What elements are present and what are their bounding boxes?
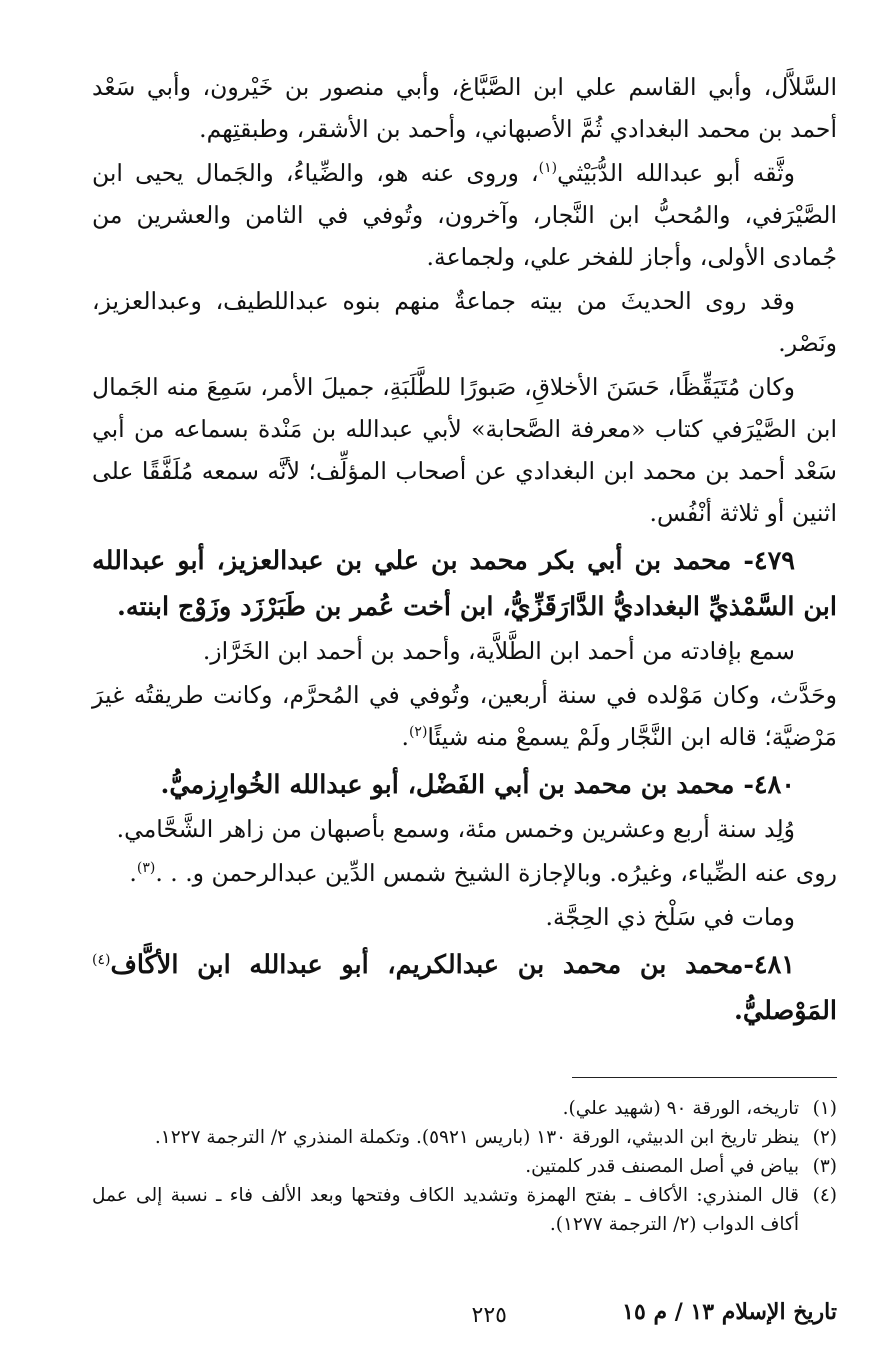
footnote-ref-3: (٣) (136, 860, 156, 876)
paragraph-2-text-b: ، وروى عنه هو، والضِّياءُ، والجَمال يحيى ابن الصَّيْرَفي، والمُحبُّ ابن النَّجار، وآخرون، وتُوفي في الثامن والعشرين من جُمادى الأولى، وأجاز للفخر علي، ولجماعة. (92, 159, 837, 271)
entry-480-paragraph-2-text-a: روى عنه الضِّياء، وغيرُه. وبالإجازة الشيخ شمس الدِّين عبدالرحمن و. . . (155, 859, 837, 887)
page-body (92, 66, 837, 1034)
entry-481-heading-text-a: ٤٨١-محمد بن محمد بن عبدالكريم، أبو عبدالله ابن الأكَّاف (110, 950, 795, 980)
footnote-text: قال المنذري: الأكاف ـ بفتح الهمزة وتشديد الكاف وفتحها وبعد الألف فاء ـ نسبة إلى عمل أكاف الدواب (٢/ الترجمة ١٢٧٧). (92, 1185, 799, 1235)
footnote-ref-1: (١) (538, 160, 558, 176)
footnote-number: (٢) (812, 1127, 837, 1148)
footnote-number: (٤) (812, 1185, 837, 1206)
entry-479-paragraph-2-text-b: . (401, 723, 409, 751)
footnote-text: بياض في أصل المصنف قدر كلمتين. (525, 1156, 799, 1177)
body-paragraph-4: وكان مُتَيَقِّظًا، حَسَنَ الأخلاقِ، صَبورًا للطَّلَبَةِ، جميلَ الأمر، سَمِعَ منه الجَمال ابن الصَّيْرَفي كتاب «معرفة الصَّحابة» لأبي عبدالله بن مَنْدة بسماعه من أبي سَعْد أحمد بن محمد ابن البغدادي عن أصحاب المؤلِّف؛ لأنَّه سمعه مُلَفَّقًا على اثنين أو ثلاثة أنْفُس. (92, 373, 837, 527)
entry-480-paragraph-2 (92, 852, 837, 894)
page-footer (92, 1292, 837, 1332)
footnote-4 (92, 1181, 837, 1239)
entry-479-paragraph-1: سمع بإفادته من أحمد ابن الطَّلاَّية، وأحمد بن أحمد ابن الخَرَّاز. (202, 637, 795, 665)
body-paragraph-2 (92, 152, 837, 278)
entry-481-heading-text-b: المَوْصليُّ. (734, 996, 837, 1026)
entry-480-paragraph-3: ومات في سَلْخ ذي الحِجَّة. (545, 903, 795, 931)
footnote-number: (٣) (812, 1156, 837, 1177)
footnote-2 (92, 1123, 837, 1152)
entry-479-paragraph-2-text-a: وحَدَّث، وكان مَوْلده في سنة أربعين، وتُوفي في المُحرَّم، وكانت طريقتُه غيرَ مَرْضيَّة؛ قاله ابن النَّجَّار ولَمْ يسمعْ منه شيئًا (92, 681, 837, 751)
entry-480-paragraph-2-text-b: . (129, 859, 137, 887)
paragraph-2-text-a: وثَّقه أبو عبدالله الدُّبَيْثي (557, 159, 795, 187)
footnote-text: ينظر تاريخ ابن الدبيثي، الورقة ١٣٠ (باريس ٥٩٢١). وتكملة المنذري ٢/ الترجمة ١٢٢٧. (154, 1127, 799, 1148)
entry-479-heading: ٤٧٩- محمد بن أبي بكر محمد بن علي بن عبدالعزيز، أبو عبدالله ابن السَّمْذيِّ البغداديُّ الدَّارَقَزِّيُّ، ابن أخت عُمر بن طَبَرْزَد وزَوْج ابنته. (92, 546, 837, 622)
footnote-number: (١) (812, 1098, 837, 1119)
entry-480-paragraph-1: وُلِد سنة أربع وعشرين وخمس مئة، وسمع بأصبهان من زاهر الشَّحَّامي. (116, 815, 795, 843)
footnote-ref-2: (٢) (408, 724, 428, 740)
body-paragraph-3: وقد روى الحديثَ من بيته جماعةٌ منهم بنوه عبداللطيف، وعبدالعزيز، ونَصْر. (92, 287, 837, 357)
printer-signature: تاريخ الإسلام ١٣ / م ١٥ (622, 1299, 837, 1325)
body-paragraph-1: السَّلاَّل، وأبي القاسم علي ابن الصَّبَّاغ، وأبي منصور بن خَيْرون، وأبي سَعْد أحمد بن محمد البغدادي ثُمَّ الأصبهاني، وأحمد بن الأشقر، وطبقتِهم. (92, 73, 837, 143)
footnote-separator (572, 1077, 837, 1078)
entry-479-paragraph-2 (92, 674, 837, 758)
footnote-ref-4: (٤) (92, 952, 111, 968)
entry-480-heading: ٤٨٠- محمد بن محمد بن أبي الفَضْل، أبو عبدالله الخُوارِزميُّ. (160, 770, 795, 800)
footnote-3 (92, 1152, 837, 1181)
footnotes (92, 1094, 837, 1239)
footnote-text: تاريخه، الورقة ٩٠ (شهيد علي). (562, 1098, 799, 1119)
footnote-1 (92, 1094, 837, 1123)
entry-481-heading (92, 942, 837, 1034)
page-number: ٢٢٥ (471, 1303, 507, 1328)
